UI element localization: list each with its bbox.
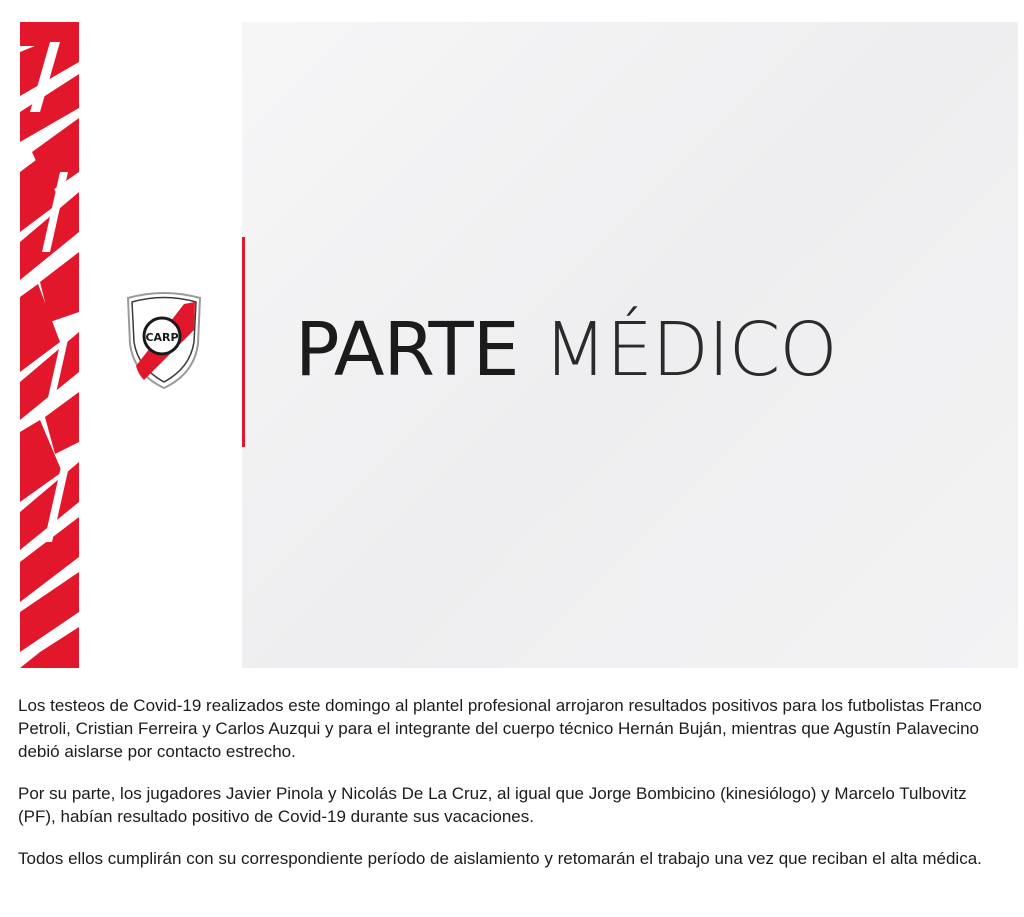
paragraph: Por su parte, los jugadores Javier Pinola y Nicolás De La Cruz, al igual que Jorge Bombicino (kinesiólogo) y Marcelo Tulbovitz (PF), habían resultado positivo de Covid-19 durante sus vacaciones. — [18, 784, 967, 826]
article-body — [18, 694, 1008, 889]
title-word-parte: PARTE — [295, 307, 519, 393]
paragraph: Los testeos de Covid-19 realizados este domingo al plantel profesional arrojaron resultados positivos para los futbolistas Franco Petroli, Cristian Ferreira y Carlos Auzqui y para el integrante del cuerpo técnico Hernán Buján, mientras que Agustín Palavecino debió aislarse por contacto estrecho. — [18, 696, 982, 761]
river-plate-crest-icon — [124, 292, 204, 390]
red-divider-line — [242, 237, 245, 447]
crest-letters: CARP — [145, 331, 179, 344]
title-word-medico: MÉDICO — [543, 307, 837, 393]
banner-image — [20, 22, 1018, 668]
paragraph: Todos ellos cumplirán con su correspondiente período de aislamiento y retomarán el trabajo una vez que reciban el alta médica. — [18, 849, 982, 868]
stripe-pattern — [20, 22, 79, 668]
red-graphic-stripe — [20, 22, 79, 668]
page-title — [295, 302, 837, 398]
